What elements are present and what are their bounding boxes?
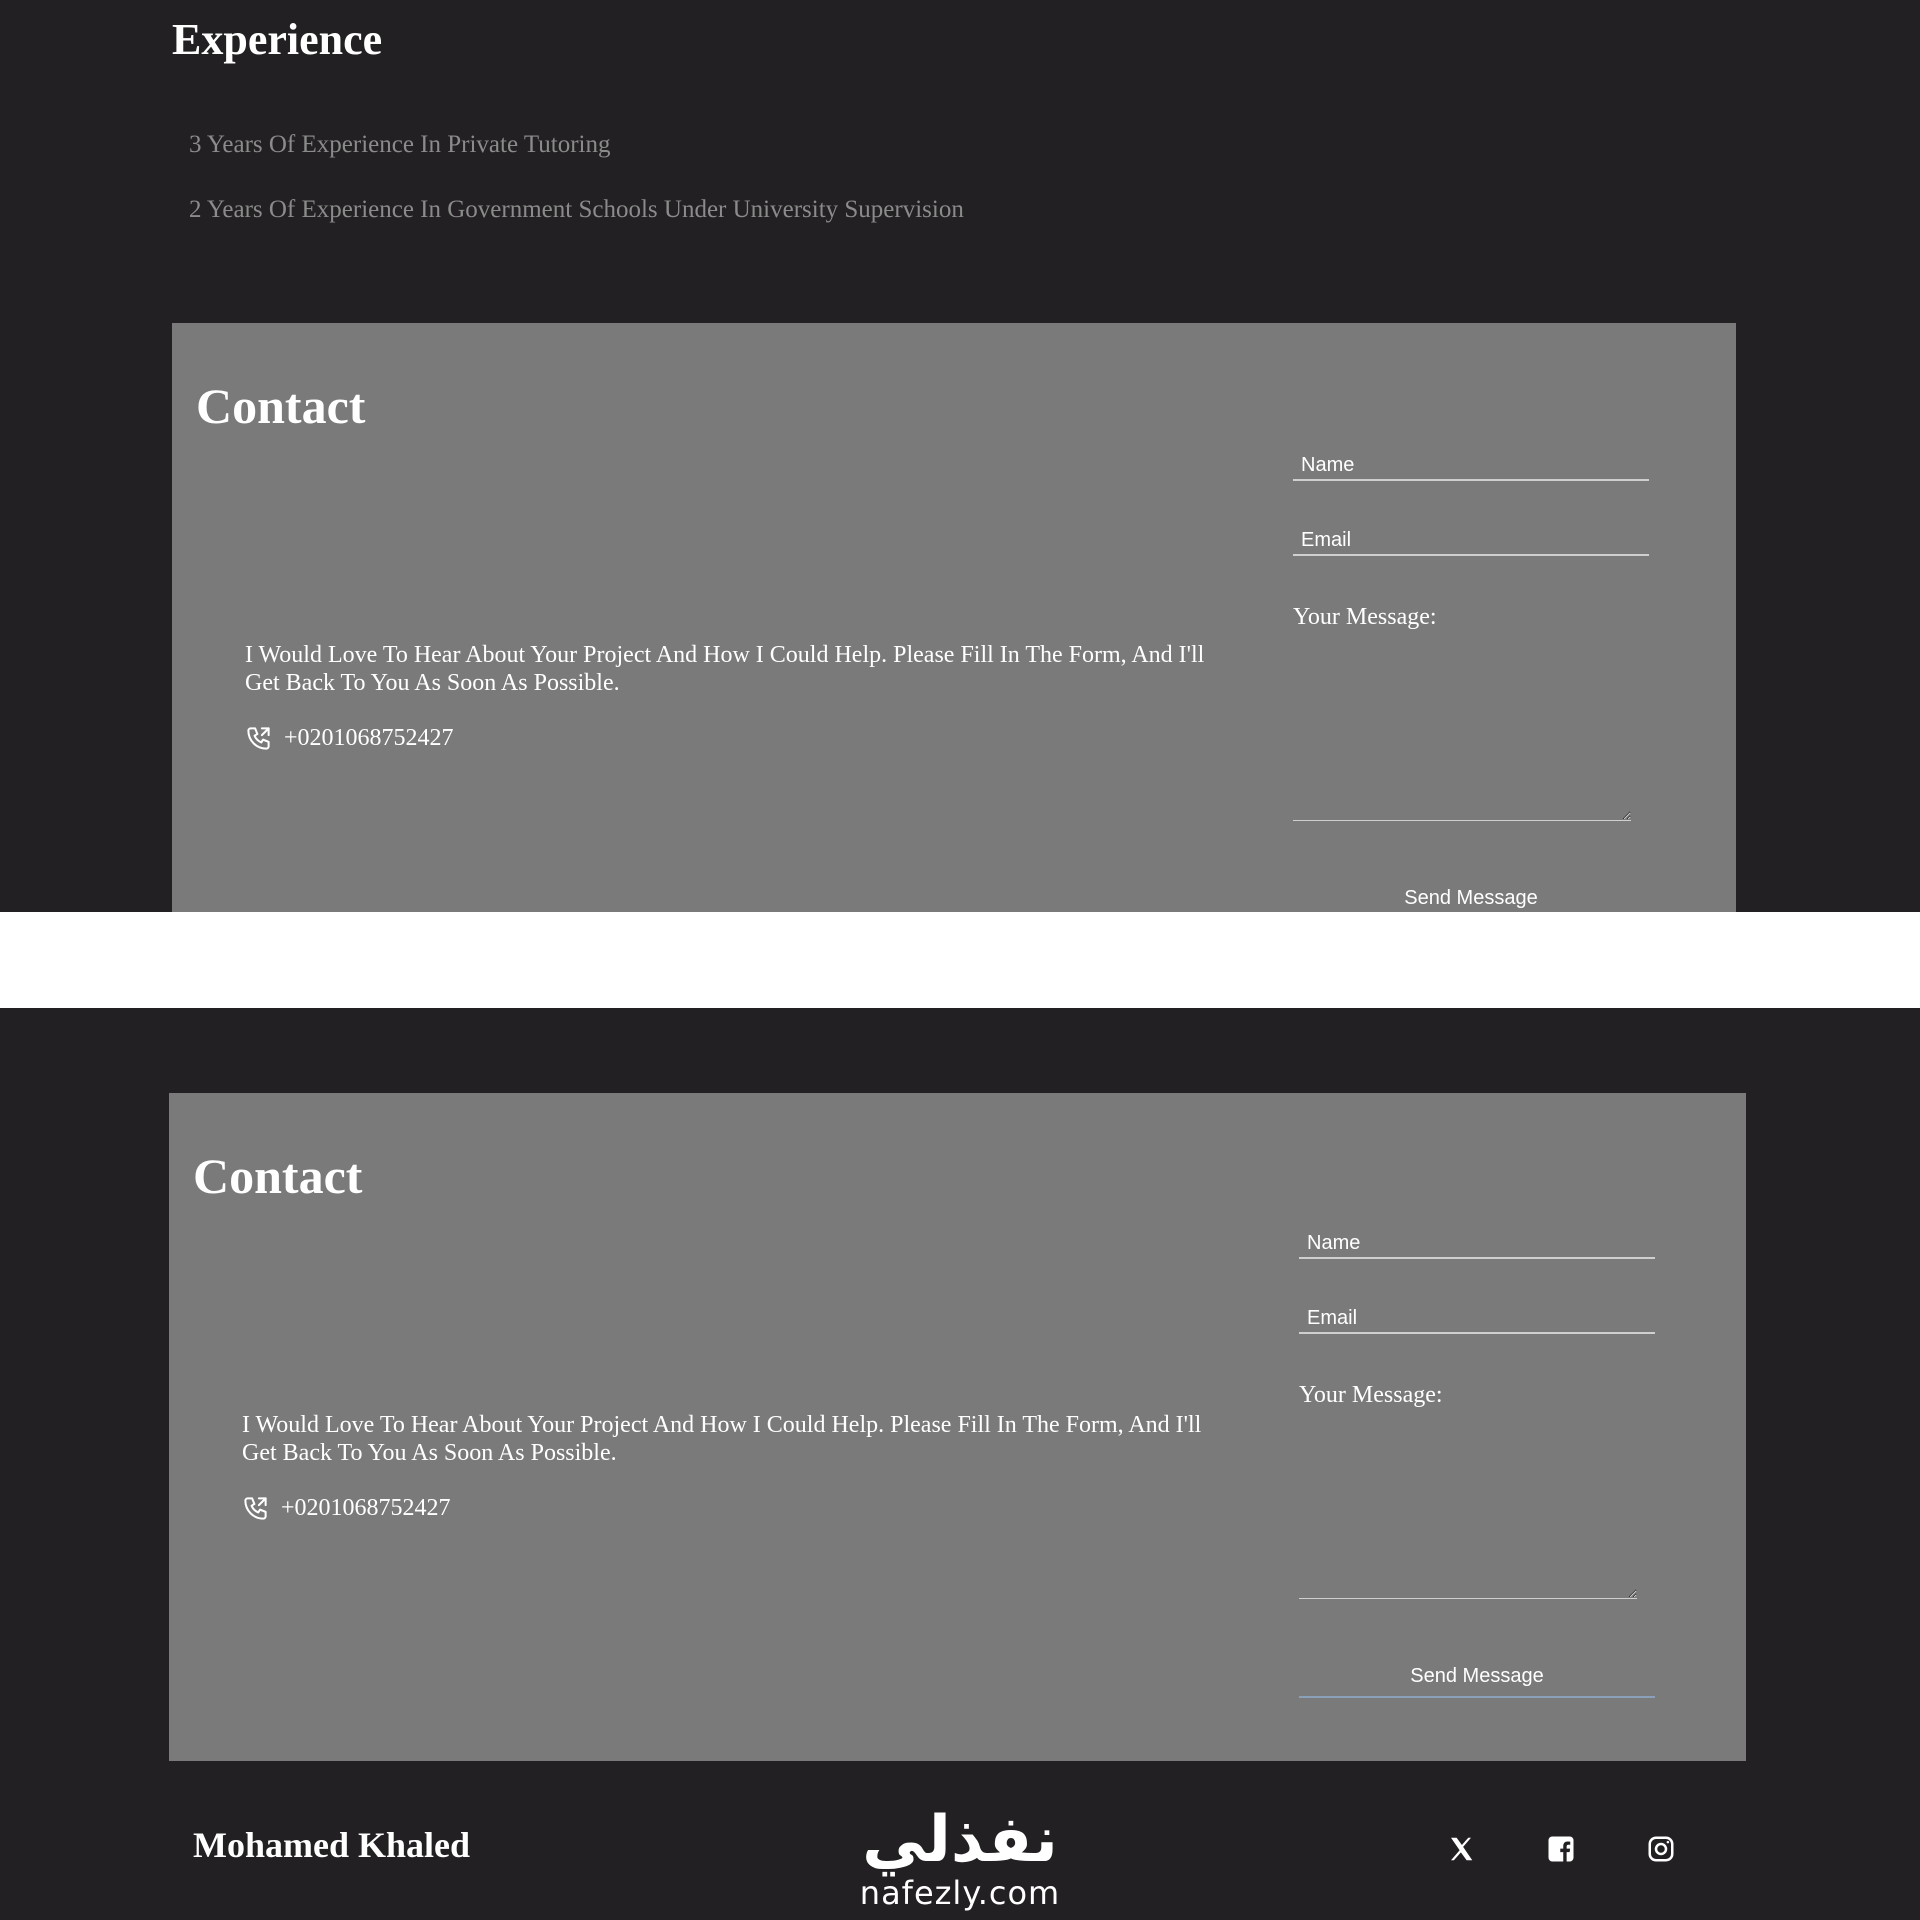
contact-form — [1293, 451, 1653, 912]
name-input[interactable] — [1293, 451, 1649, 481]
screenshot-top — [0, 0, 1920, 912]
phone-number[interactable]: +0201068752427 — [284, 725, 454, 751]
experience-item: 2 Years Of Experience In Government Schools Under University Supervision — [189, 196, 964, 223]
message-textarea[interactable] — [1293, 641, 1631, 821]
experience-item: 3 Years Of Experience In Private Tutoring — [189, 131, 611, 158]
contact-form — [1299, 1229, 1659, 1698]
screenshot-bottom — [0, 1008, 1920, 1920]
contact-title: Contact — [193, 1148, 363, 1204]
experience-list — [189, 130, 964, 260]
phone-icon — [245, 725, 272, 752]
contact-section — [172, 323, 1736, 912]
social-links — [1446, 1834, 1676, 1864]
send-message-button[interactable]: Send Message — [1293, 879, 1649, 912]
email-input[interactable] — [1299, 1304, 1655, 1334]
instagram-icon — [1646, 1834, 1676, 1864]
x-link[interactable] — [1446, 1834, 1476, 1864]
message-textarea[interactable] — [1299, 1419, 1637, 1599]
instagram-link[interactable] — [1646, 1834, 1676, 1864]
experience-title: Experience — [172, 15, 383, 64]
contact-section — [169, 1093, 1746, 1761]
phone-row — [242, 1495, 451, 1522]
phone-row — [245, 725, 454, 752]
email-input[interactable] — [1293, 526, 1649, 556]
phone-number[interactable]: +0201068752427 — [281, 1495, 451, 1521]
footer-name: Mohamed Khaled — [193, 1825, 471, 1865]
facebook-link[interactable] — [1546, 1834, 1576, 1864]
watermark-latin: nafezly.com — [859, 1874, 1061, 1912]
message-label: Your Message: — [1293, 604, 1437, 630]
nafezly-watermark — [850, 1804, 1070, 1914]
send-message-button[interactable]: Send Message — [1299, 1657, 1655, 1698]
contact-title: Contact — [196, 378, 366, 434]
phone-icon — [242, 1495, 269, 1522]
name-input[interactable] — [1299, 1229, 1655, 1259]
x-icon — [1446, 1834, 1476, 1864]
message-label: Your Message: — [1299, 1382, 1443, 1408]
facebook-icon — [1546, 1834, 1576, 1864]
watermark-arabic: نفذلي — [862, 1803, 1058, 1877]
contact-description: I Would Love To Hear About Your Project And How I Could Help. Please Fill In The Form, And I'll Get Back To You As Soon As Possible. — [245, 642, 1205, 696]
contact-description: I Would Love To Hear About Your Project And How I Could Help. Please Fill In The Form, And I'll Get Back To You As Soon As Possible. — [242, 1412, 1202, 1466]
